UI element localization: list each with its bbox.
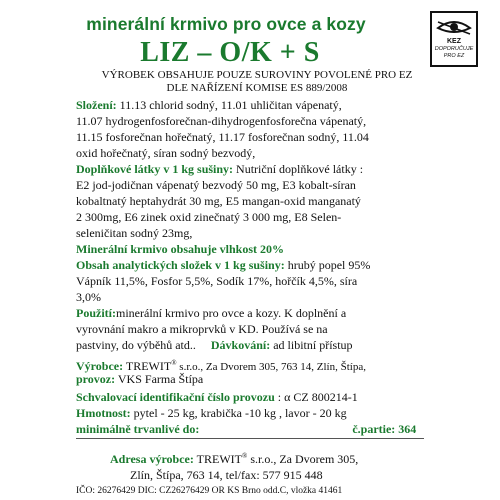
footer-divider <box>76 438 424 439</box>
slozeni-line-1 <box>76 98 342 113</box>
logo-text-kez: KEZ <box>447 38 461 45</box>
adresa-line-1 <box>110 452 358 467</box>
adresa-text-1: s.r.o., Za Dvorem 305, <box>247 452 359 466</box>
slozeni-label: Složení: <box>76 98 117 112</box>
hmotnost-value: pytel - 25 kg, krabička -10 kg , lavor - 20 kg <box>130 406 347 420</box>
product-subtitle: minerální krmivo pro ovce a kozy <box>86 14 366 34</box>
adresa-name: TREWIT <box>193 452 242 466</box>
davkovani-label: Dávkování: <box>210 338 271 352</box>
pouziti-line-1 <box>76 306 346 321</box>
obsah-line-1 <box>76 258 370 273</box>
provoz-label: provoz: <box>76 372 116 386</box>
vyrobce-label: Výrobce: <box>76 359 124 373</box>
trvanlive-line <box>76 422 416 437</box>
product-code: LIZ – O/K + S <box>140 37 320 68</box>
hmotnost-label: Hmotnost: <box>76 406 131 420</box>
obsah-label: Obsah analytických složek v 1 kg sušiny: <box>76 258 285 272</box>
provoz-value: VKS Farma Štípa <box>115 372 204 386</box>
vyrobce-name: TREWIT <box>123 359 172 373</box>
vlhkost-line: Minerální krmivo obsahuje vlhkost 20% <box>76 242 285 256</box>
trvanlive-label: minimálně trvanlivé do: <box>76 422 200 436</box>
davkovani-value: ad libitní přístup <box>270 338 353 352</box>
logo-text-doporucuje <box>432 46 476 60</box>
provoz-line <box>76 372 203 387</box>
pouziti-label: Použití: <box>76 306 116 320</box>
adresa-line-2: Zlín, Štípa, 763 14, tel/fax: 577 915 448 <box>130 468 323 482</box>
obsah-text-1: hrubý popel 95% <box>284 258 371 272</box>
logo-line-pro-ez: PRO EZ <box>443 53 465 59</box>
notice-line-1: VÝROBEK OBSAHUJE POUZE SUROVINY POVOLENÉ PRO EZ <box>101 69 413 81</box>
obsah-line-3: 3,0% <box>76 290 101 304</box>
pouziti-line-2: vyrovnání makro a mikroprvků v KD. Používá se na <box>76 322 328 336</box>
pouziti-text-3: pastviny, do výběhů atd.. <box>76 338 196 352</box>
eye-icon <box>436 18 472 36</box>
slozeni-text-1: 11.13 chlorid sodný, 11.01 uhličitan vápenatý, <box>116 98 342 112</box>
obsah-line-2: Vápník 11,5%, Fosfor 5,5%, Sodík 17%, hořčík 4,5%, síra <box>76 274 358 288</box>
doplnkove-text-1: Nutriční doplňkové látky : <box>233 162 364 176</box>
hmotnost-line <box>76 406 347 421</box>
kez-logo <box>430 11 478 67</box>
adresa-reg-mark: ® <box>242 452 248 460</box>
doplnkove-line-4: 2 300mg, E6 zinek oxid zinečnatý 3 000 mg, E8 Selen- <box>76 210 342 224</box>
vyrobce-reg-mark: ® <box>171 359 177 367</box>
pouziti-text-1: minerální krmivo pro ovce a kozy. K doplnění a <box>116 306 347 320</box>
doplnkove-label: Doplňkové látky v 1 kg sušiny: <box>76 162 234 176</box>
schval-value: : α CZ 800214-1 <box>274 390 358 404</box>
schval-line <box>76 390 358 405</box>
adresa-label: Adresa výrobce: <box>110 452 194 466</box>
slozeni-line-4: oxid hořečnatý, síran sodný bezvodý, <box>76 146 256 160</box>
organic-notice <box>92 69 422 95</box>
doplnkove-line-5: seleničitan sodný 23mg, <box>76 226 193 240</box>
pouziti-line-3 <box>76 338 353 353</box>
slozeni-line-3: 11.15 fosforečnan hořečnatý, 11.17 fosforečnan sodný, 11.04 <box>76 130 369 144</box>
schval-label: Schvalovací identifikační číslo provozu <box>76 390 275 404</box>
doplnkove-line-1 <box>76 162 363 177</box>
notice-line-2: DLE NAŘÍZENÍ KOMISE ES 889/2008 <box>166 82 348 94</box>
vyrobce-address: s.r.o., Za Dvorem 305, 763 14, Zlín, Štípa, <box>176 361 366 373</box>
doplnkove-line-2: E2 jod-jodičnan vápenatý bezvodý 50 mg, E3 kobalt-síran <box>76 178 356 192</box>
logo-line-doporucuje: DOPORUČUJE <box>434 46 474 52</box>
doplnkove-line-3: kobaltnatý heptahydrát 30 mg, E5 mangan-oxid manganatý <box>76 194 361 208</box>
partie-value: č.partie: 364 <box>352 422 417 436</box>
slozeni-line-2: 11.07 hydrogenfosforečnan-dihydrogenfosforečna vápenatý, <box>76 114 367 128</box>
ico-line: IČO: 26276429 DIC: CZ26276429 OR KS Brno odd.C, vložka 41461 <box>76 486 343 496</box>
